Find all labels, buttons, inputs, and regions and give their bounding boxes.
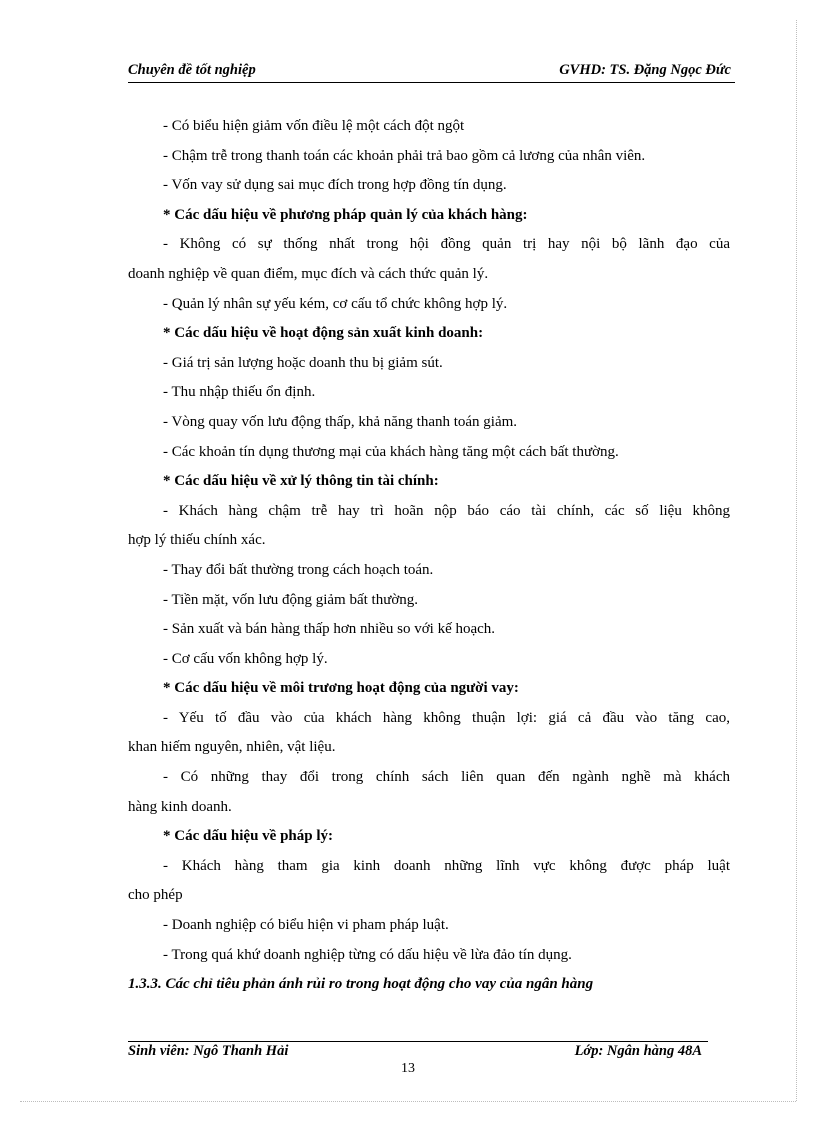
section-heading: * Các dấu hiệu về hoạt động sản xuất kinh doanh: — [163, 325, 484, 342]
text-line: - Doanh nghiệp có biểu hiện vi pham pháp luật. — [163, 917, 449, 934]
text-line: - Tiền mặt, vốn lưu động giảm bất thường. — [163, 591, 419, 608]
text-line: - Có biểu hiện giảm vốn điều lệ một cách đột ngột — [163, 118, 465, 134]
text-line: - Giá trị sản lượng hoặc doanh thu bị giảm sút. — [163, 354, 443, 371]
text-line: - Vòng quay vốn lưu động thấp, khả năng thanh toán giảm. — [163, 413, 518, 430]
text-line: - Quản lý nhân sự yếu kém, cơ cấu tổ chức không hợp lý. — [163, 295, 508, 312]
text-line: - Khách hàng tham gia kinh doanh những lĩnh vực không được pháp luật — [163, 857, 730, 874]
text-line: - Khách hàng chậm trễ hay trì hoãn nộp báo cáo tài chính, các số liệu không — [163, 502, 730, 519]
text-line: - Yếu tố đầu vào của khách hàng không thuận lợi: giá cả đầu vào tăng cao, — [163, 709, 730, 726]
page-edge-bottom — [20, 1101, 796, 1102]
text-line: cho phép — [128, 887, 183, 904]
text-line: - Thay đổi bất thường trong cách hoạch toán. — [163, 561, 434, 578]
footer-rule — [128, 1041, 708, 1042]
text-line: - Cơ cấu vốn không hợp lý. — [163, 650, 328, 667]
footer-class: Lớp: Ngân hàng 48A — [574, 1043, 702, 1059]
section-heading: * Các dấu hiệu về môi trương hoạt động của người vay: — [163, 680, 519, 697]
text-line: - Không có sự thống nhất trong hội đồng quản trị hay nội bộ lãnh đạo của — [163, 236, 730, 253]
text-line: doanh nghiệp về quan điểm, mục đích và cách thức quản lý. — [128, 265, 489, 282]
footer-student: Sinh viên: Ngô Thanh Hải — [128, 1043, 289, 1059]
text-line: hợp lý thiếu chính xác. — [128, 532, 266, 549]
page-number: 13 — [401, 1061, 415, 1076]
subsection-heading: 1.3.3. Các chỉ tiêu phản ánh rủi ro trong hoạt động cho vay của ngân hàng — [128, 976, 594, 993]
document-body — [128, 112, 730, 1000]
header-advisor: GVHD: TS. Đặng Ngọc Đức — [559, 62, 731, 78]
text-line: - Vốn vay sử dụng sai mục đích trong hợp đồng tín dụng. — [163, 177, 507, 194]
page-header — [128, 60, 735, 83]
text-line: - Sản xuất và bán hàng thấp hơn nhiều so với kế hoạch. — [163, 621, 496, 638]
section-heading: * Các dấu hiệu về xử lý thông tin tài chính: — [163, 473, 439, 490]
page-footer — [128, 1043, 708, 1063]
text-line: - Chậm trễ trong thanh toán các khoản phải trả bao gồm cả lương của nhân viên. — [163, 147, 646, 164]
text-line: - Có những thay đổi trong chính sách liên quan đến ngành nghề mà khách — [163, 769, 730, 786]
page-edge-right — [796, 20, 797, 1101]
text-line: - Thu nhập thiếu ổn định. — [163, 384, 316, 401]
text-line: - Trong quá khứ doanh nghiệp từng có dấu hiệu về lừa đảo tín dụng. — [163, 946, 572, 963]
section-heading: * Các dấu hiệu về pháp lý: — [163, 828, 334, 845]
text-line: hàng kinh doanh. — [128, 798, 232, 815]
text-line: - Các khoản tín dụng thương mại của khách hàng tăng một cách bất thường. — [163, 443, 619, 460]
text-line: khan hiếm nguyên, nhiên, vật liệu. — [128, 739, 336, 756]
header-title: Chuyên đề tốt nghiệp — [128, 62, 256, 78]
section-heading: * Các dấu hiệu về phương pháp quản lý của khách hàng: — [163, 206, 528, 223]
